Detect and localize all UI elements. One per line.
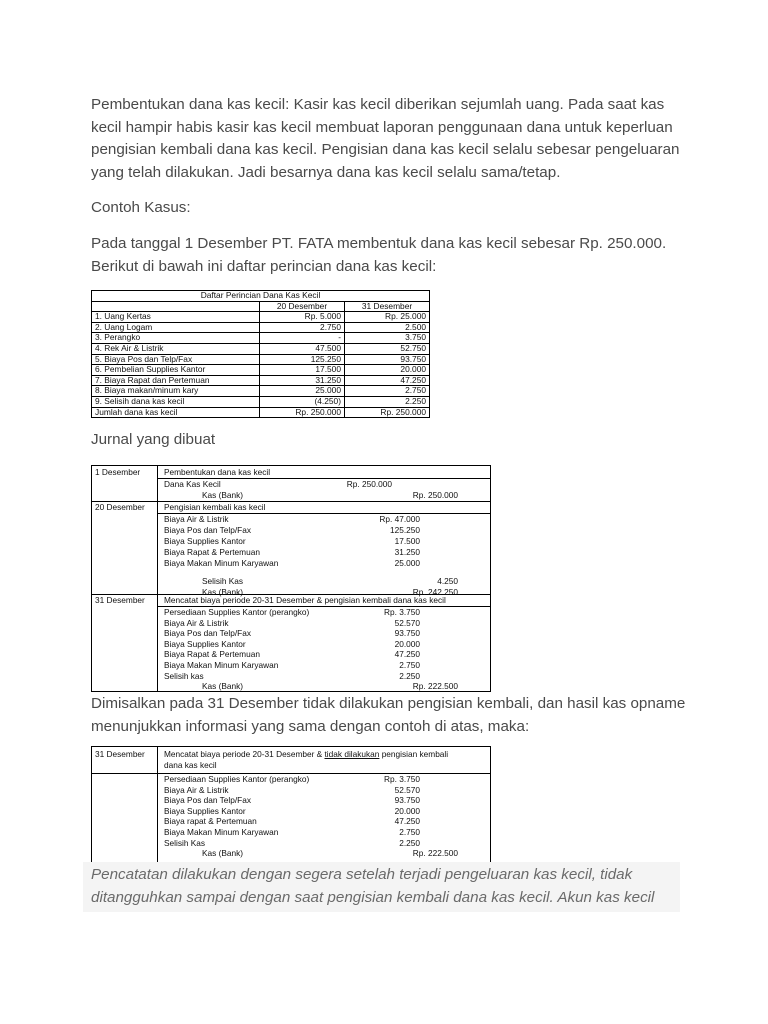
account-name: Kas (Bank)	[202, 587, 244, 597]
account-name: Biaya Makan Minum Karyawan	[164, 827, 279, 837]
row-label: 7. Biaya Rapat dan Pertemuan	[92, 375, 260, 386]
debit-amount: Rp. 3.750	[384, 774, 420, 784]
row-value-20-des: 25.000	[260, 386, 345, 397]
row-label: 6. Pembelian Supplies Kantor	[92, 365, 260, 376]
debit-amount: Rp. 47.000	[379, 514, 420, 524]
account-name: Biaya Air & Listrik	[164, 514, 229, 524]
debit-amount: 93.750	[394, 795, 420, 806]
debit-amount: 52.570	[394, 784, 420, 795]
debit-amount: 20.000	[394, 805, 420, 816]
entry-date: 31 Desember	[95, 749, 145, 759]
row-value-31-des: 20.000	[345, 365, 430, 376]
account-name: Biaya Air & Listrik	[164, 784, 229, 795]
account-name: Biaya Supplies Kantor	[164, 638, 246, 649]
kasus-paragraph: Pada tanggal 1 Desember PT. FATA membentuk dana kas kecil sebesar Rp. 250.000. Berikut di bawah ini daftar perincian dana kas kecil:	[91, 235, 667, 275]
debit-amount: Rp. 250.000	[346, 479, 392, 489]
table-row	[92, 407, 430, 418]
credit-amount: Rp. 222.500	[412, 681, 458, 692]
contoh-kasus-heading: Contoh Kasus:	[91, 199, 191, 216]
table-row	[92, 343, 430, 354]
table-row	[92, 365, 430, 376]
row-value-20-des: 125.250	[260, 354, 345, 365]
row-value-31-des: 2.750	[345, 386, 430, 397]
debit-amount: 31.250	[394, 547, 420, 557]
entry-description: Pembentukan dana kas kecil	[164, 467, 271, 477]
account-name: Dana Kas Kecil	[164, 479, 221, 489]
debit-amount: 125.250	[390, 525, 420, 535]
debit-amount: Rp. 3.750	[384, 607, 420, 617]
journal-table-1	[91, 465, 491, 692]
row-value-31-des: Rp. 25.000	[345, 312, 430, 323]
row-value-31-des: 47.250	[345, 375, 430, 386]
description-text: pengisian kembali	[379, 749, 449, 759]
entry-date: 31 Desember	[95, 595, 145, 605]
row-label: 8. Biaya makan/minum kary	[92, 386, 260, 397]
account-name: Biaya Makan Minum Karyawan	[164, 558, 279, 568]
entry-description-line2: dana kas kecil	[164, 760, 217, 770]
intro-paragraph: Pembentukan dana kas kecil: Kasir kas kecil diberikan sejumlah uang. Pada saat kas kecil hampir habis kasir kas kecil membuat laporan penggunaan dana untuk keperluan pengisian kembali dana kas kecil. Pengisian dana kas kecil selalu sebesar pengeluaran yang telah dilakukan. Jadi besarnya dana kas kecil selalu sama/tetap.	[91, 96, 680, 181]
account-name: Biaya Makan Minum Karyawan	[164, 660, 279, 670]
row-value-31-des: 2.250	[345, 396, 430, 407]
row-label: 5. Biaya Pos dan Telp/Fax	[92, 354, 260, 365]
description-text: Mencatat biaya periode 20-31 Desember &	[164, 749, 325, 759]
row-value-31-des: 2.500	[345, 322, 430, 333]
perincian-table	[91, 290, 430, 418]
row-label: 2. Uang Logam	[92, 322, 260, 333]
account-name: Selisih kas	[164, 670, 204, 681]
row-label: Jumlah dana kas kecil	[92, 407, 260, 418]
table-row	[92, 322, 430, 333]
debit-amount: 47.250	[394, 649, 420, 660]
account-name: Biaya Air & Listrik	[164, 617, 229, 628]
credit-amount: 4.250	[437, 576, 458, 586]
row-label: 3. Perangko	[92, 333, 260, 344]
debit-amount: 2.750	[399, 660, 420, 670]
entry-date: 20 Desember	[95, 502, 145, 512]
table-row	[92, 354, 430, 365]
row-label: 4. Rek Air & Listrik	[92, 343, 260, 354]
account-name: Persediaan Supplies Kantor (perangko)	[164, 607, 310, 617]
table-row	[92, 386, 430, 397]
row-value-20-des: 47.500	[260, 343, 345, 354]
table-row	[92, 396, 430, 407]
row-value-20-des: 17.500	[260, 365, 345, 376]
account-name: Kas (Bank)	[202, 490, 244, 500]
row-value-20-des: (4.250)	[260, 396, 345, 407]
account-name: Persediaan Supplies Kantor (perangko)	[164, 774, 310, 784]
jurnal-heading: Jurnal yang dibuat	[91, 431, 216, 448]
credit-amount: Rp. 242.250	[412, 587, 458, 597]
row-value-31-des: 52.750	[345, 343, 430, 354]
debit-amount: 2.250	[399, 837, 420, 848]
debit-amount: 93.750	[394, 628, 420, 639]
entry-description	[164, 749, 448, 759]
table-header-col2: 31 Desember	[345, 301, 430, 312]
credit-amount: Rp. 250.000	[412, 490, 458, 500]
debit-amount: 47.250	[394, 816, 420, 827]
account-name: Biaya Pos dan Telp/Fax	[164, 525, 252, 535]
account-name: Biaya Rapat & Pertemuan	[164, 547, 260, 557]
table-title: Daftar Perincian Dana Kas Kecil	[92, 291, 430, 302]
account-name: Biaya Pos dan Telp/Fax	[164, 795, 252, 806]
credit-amount: Rp. 222.500	[412, 848, 458, 859]
entry-date: 1 Desember	[95, 467, 141, 477]
entry-description: Mencatat biaya periode 20-31 Desember & pengisian kembali dana kas kecil	[164, 595, 446, 605]
account-name: Biaya rapat & Pertemuan	[164, 816, 257, 827]
table-header-col1: 20 Desember	[260, 301, 345, 312]
account-name: Kas (Bank)	[202, 681, 244, 692]
table-row	[92, 375, 430, 386]
account-name: Selisih Kas	[202, 576, 244, 586]
row-value-20-des: Rp. 250.000	[260, 407, 345, 418]
dimisalkan-paragraph: Dimisalkan pada 31 Desember tidak dilakukan pengisian kembali, dan hasil kas opname menunjukkan informasi yang sama dengan contoh di atas, maka:	[91, 695, 686, 735]
debit-amount: 52.570	[394, 617, 420, 628]
description-underlined: tidak dilakukan	[324, 749, 380, 759]
row-value-31-des: Rp. 250.000	[345, 407, 430, 418]
account-name: Kas (Bank)	[202, 848, 244, 859]
account-name: Biaya Rapat & Pertemuan	[164, 649, 260, 660]
debit-amount: 20.000	[394, 638, 420, 649]
row-value-31-des: 3.750	[345, 333, 430, 344]
debit-amount: 2.750	[399, 827, 420, 837]
table-row	[92, 333, 430, 344]
table-header-blank	[92, 301, 260, 312]
account-name: Selisih Kas	[164, 837, 206, 848]
entry-description: Pengisian kembali kas kecil	[164, 502, 266, 512]
row-value-20-des: 31.250	[260, 375, 345, 386]
row-value-20-des: 2.750	[260, 322, 345, 333]
row-value-20-des: -	[260, 333, 345, 344]
journal-table-2	[91, 746, 491, 863]
account-name: Biaya Supplies Kantor	[164, 536, 246, 546]
debit-amount: 2.250	[399, 670, 420, 681]
debit-amount: 25.000	[394, 558, 420, 568]
row-label: 9. Selisih dana kas kecil	[92, 396, 260, 407]
row-value-20-des: Rp. 5.000	[260, 312, 345, 323]
row-value-31-des: 93.750	[345, 354, 430, 365]
account-name: Biaya Pos dan Telp/Fax	[164, 628, 252, 639]
row-label: 1. Uang Kertas	[92, 312, 260, 323]
debit-amount: 17.500	[394, 536, 420, 546]
closing-paragraph: Pencatatan dilakukan dengan segera setelah terjadi pengeluaran kas kecil, tidak ditangguhkan sampai dengan saat pengisian kembali dana kas kecil. Akun kas kecil	[91, 866, 655, 906]
account-name: Biaya Supplies Kantor	[164, 805, 246, 816]
table-row	[92, 312, 430, 323]
